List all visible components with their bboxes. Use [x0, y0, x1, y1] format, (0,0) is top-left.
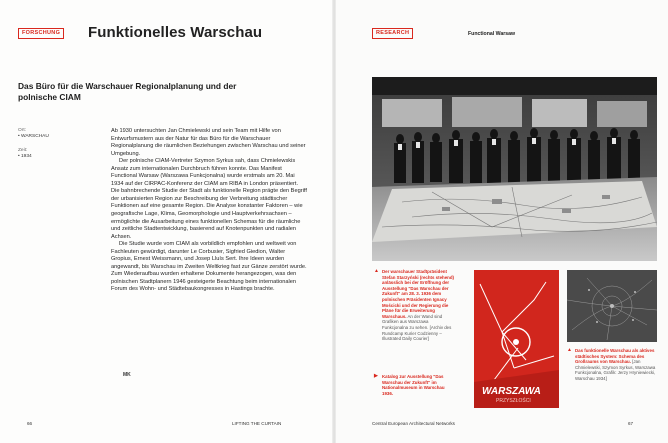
caption-main-source: An der Wand sind Grafiken aus Warszawa Funkcjonalna zu sehen. [Archiv des Rundcamp Kurier Codzienny – Illustrated Daily Courier]: [382, 313, 452, 342]
poster-subtitle-art: PRZYSZŁOŚCI: [496, 398, 531, 404]
meta-location-label: Ort:: [18, 128, 26, 133]
running-header: Functional Warsaw: [468, 31, 516, 37]
book-gutter: [332, 0, 336, 443]
caption-main-title: Der warschauer Stadtpräsident Stefan Starzyński (rechts stehend) anlässlich bei der Eröffnung der Ausstellung "Das Warschau der Zukunft" am 28. 3. 1936 dem polnischen Präsidenten Ignacy Mościcki und der Regierung die Pläne für die Erweiterung Warschaus.: [382, 269, 454, 319]
right-page: [334, 0, 668, 443]
caption-arrow-icon: ▲: [567, 347, 572, 353]
caption-main-photo: [382, 269, 454, 342]
page-title: Funktionelles Warschau: [88, 24, 263, 41]
meta-location-value: • WARSCHAU: [18, 134, 49, 139]
exhibition-catalog-poster: [474, 270, 559, 408]
page-number: 66: [27, 421, 33, 426]
section-tag: FORSCHUNG: [18, 28, 64, 39]
running-footer: LIFTING THE CURTAIN: [232, 421, 282, 426]
exhibition-photo: [372, 77, 657, 261]
author-signature: MK: [123, 372, 131, 378]
meta-time-value: • 1934: [18, 154, 32, 159]
paragraph: Ab 1930 untersuchten Jan Chmielewski und sein Team mit Hilfe von Entwurfsmustern aus der Natur für das Büro für die Warschauer Regionalplanung die räumlichen Beziehungen zwischen Warschau und seiner Umgebung.: [111, 128, 306, 157]
meta-location: [18, 128, 49, 140]
caption-arrow-icon: ▶: [374, 373, 378, 379]
caption-catalog: [382, 374, 452, 396]
running-footer: Central European Architectural Networks: [372, 421, 455, 426]
caption-catalog-text: Katalog zur Ausstellung "Das Warschau der Zukunft" im Nationalmuseum in Warschau 1936.: [382, 374, 445, 396]
scheme-map: [567, 270, 657, 342]
meta-time: [18, 148, 32, 160]
article-subtitle: Das Büro für die Warschauer Regionalplanung und der polnische CIAM: [18, 81, 237, 102]
page-number: 67: [628, 421, 634, 426]
meta-time-label: Zeit:: [18, 148, 28, 153]
paragraph: Die Studie wurde vom CIAM als vorbildlich empfohlen und weltweit von Fachleuten gewürdigt, darunter Le Corbusier, Sigfried Giedion, Walter Gropius, Ernest Weissmann, und Josep Lluís Sert. Ihre Ideen wurden angewandt, bis Warschau im Zweiten Weltkrieg fast zur Gänze zerstört wurde. Zum Wiederaufbau wurden erhaltene Dokumente herangezogen, was den polnischen Stadtplanern 1946 gesteigerte Beachtung beim internationalen Forum des Wohn- und Städtebaukongresses in Hastings brachte.: [111, 241, 307, 293]
section-tag-en: RESEARCH: [372, 28, 413, 39]
poster-title-art: WARSZAWA: [482, 386, 541, 397]
article-body: [111, 128, 307, 294]
caption-arrow-icon: ▲: [374, 268, 379, 274]
caption-scheme-title: Das funktionelle Warschau als aktives städtisches System: Schema des Großraums von Warschau.: [575, 348, 655, 365]
caption-scheme-source: [Jan Chmielewski, Szymon Syrkus, Warszawa Funkcjonalna, Grafik: Jerzy Hryniewiecki, Warschau 1934]: [575, 359, 656, 381]
paragraph: Der polnische CIAM-Vertreter Szymon Syrkus sah, dass Chmielewskis Ansatz zum internationalen Durchbruch führen konnte. Das Manifest Functional Warsaw (Warszawa Funkcjonalna) wurde erstmals am 20. Mai 1934 auf der CIRPAC-Konferenz der CIAM am RIBA in London präsentiert. Die bahnbrechende Studie der Stadt als funktionelle Region prägte den Begriff der urbanisierten Region zur Beschreibung der Verbreitung städtischer Funktionen auf eine gesamte Region. Die Analyse konstanter Faktoren – wie geografische Lage, Klima, Geomorphologie und Hauptverkehrsachsen – ermöglichte die Ausarbeitung eines funktionellen Schemas für die räumliche und zeitliche Stadtentwicklung, basierend auf Knotenpunkten und radialen Achsen.: [111, 158, 307, 240]
caption-scheme: [575, 348, 659, 382]
